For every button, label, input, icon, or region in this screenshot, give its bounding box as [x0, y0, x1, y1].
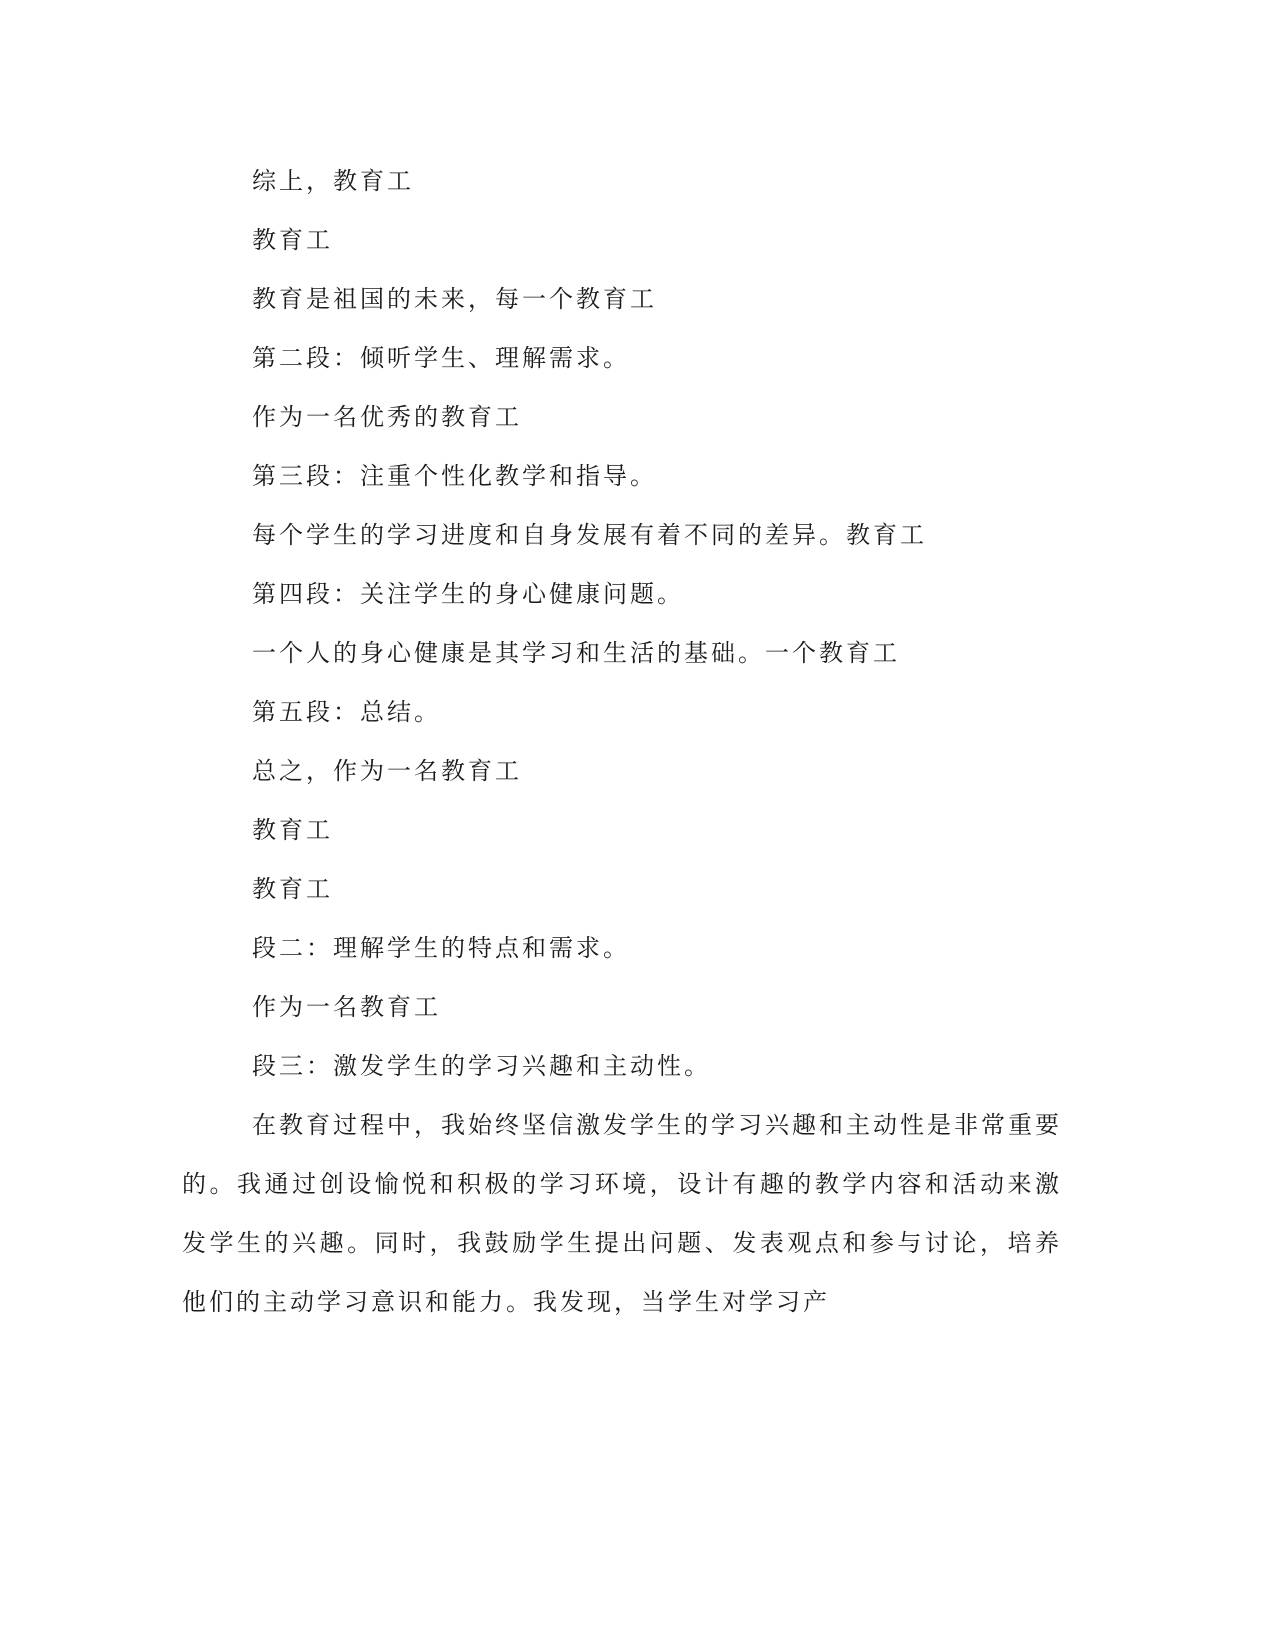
text-line: 作为一名优秀的教育工	[252, 403, 522, 431]
text-line: 教育是祖国的未来，每一个教育工	[252, 285, 657, 313]
text-line: 作为一名教育工	[252, 993, 441, 1021]
text-line: 教育工	[252, 875, 333, 903]
section-heading: 第二段：倾听学生、理解需求。	[252, 344, 630, 372]
text-line: 一个人的身心健康是其学习和生活的基础。一个教育工	[252, 639, 900, 667]
section-heading: 第四段：关注学生的身心健康问题。	[252, 580, 684, 608]
section-heading: 段三：激发学生的学习兴趣和主动性。	[252, 1052, 711, 1080]
section-heading: 第三段：注重个性化教学和指导。	[252, 462, 657, 490]
text-line: 综上，教育工	[252, 167, 414, 195]
section-heading: 段二：理解学生的特点和需求。	[252, 934, 630, 962]
text-line: 总之，作为一名教育工	[252, 757, 522, 785]
text-line: 教育工	[252, 816, 333, 844]
section-heading: 第五段：总结。	[252, 698, 441, 726]
document-body	[182, 152, 1062, 1332]
text-line: 每个学生的学习进度和自身发展有着不同的差异。教育工	[252, 521, 927, 549]
body-paragraph: 在教育过程中，我始终坚信激发学生的学习兴趣和主动性是非常重要的。我通过创设愉悦和积极的学习环境，设计有趣的教学内容和活动来激发学生的兴趣。同时，我鼓励学生提出问题、发表观点和参与讨论，培养他们的主动学习意识和能力。我发现，当学生对学习产	[182, 1111, 1062, 1316]
text-line: 教育工	[252, 226, 333, 254]
